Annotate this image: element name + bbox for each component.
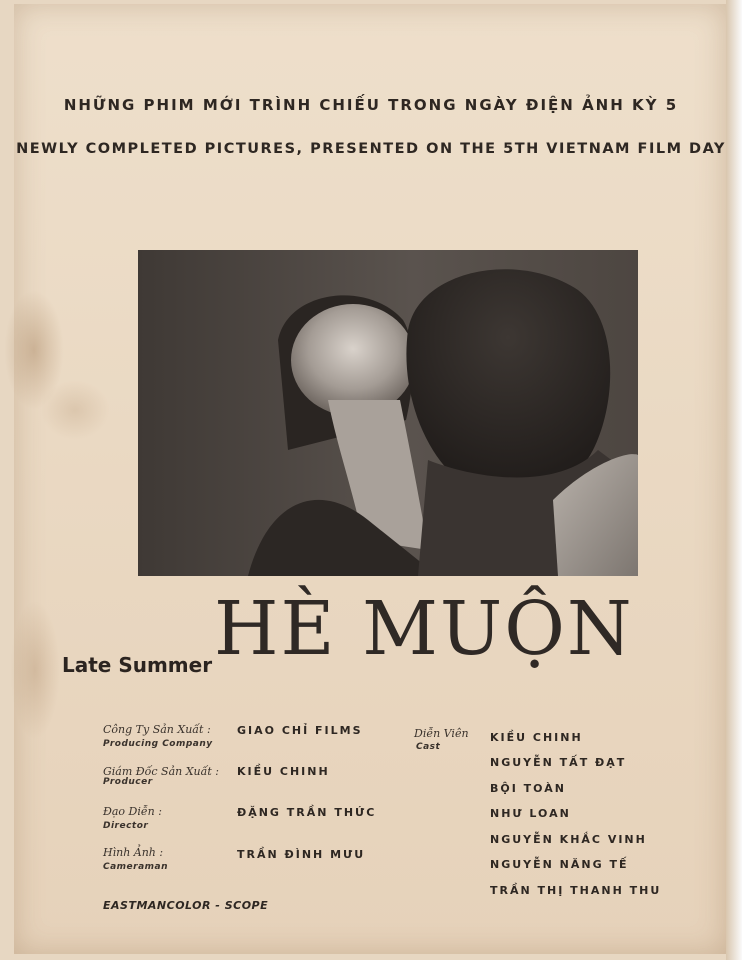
- director-value: ĐẶNG TRẦN THỨC: [237, 806, 377, 819]
- producer-label: Giám Đốc Sản Xuất :: [103, 765, 220, 778]
- film-still-image: [138, 250, 638, 576]
- format-note: EASTMANCOLOR - SCOPE: [103, 899, 269, 912]
- cast-member: NGUYỄN KHẮC VINH: [490, 833, 647, 846]
- cast-member: BỘI TOÀN: [490, 782, 566, 795]
- header-english-title: NEWLY COMPLETED PICTURES, PRESENTED ON THE 5TH VIETNAM FILM DAY: [16, 141, 726, 157]
- film-vietnamese-title: HÈ MUỘN: [214, 586, 634, 672]
- cameraman-label: Hình Ảnh :: [103, 846, 164, 859]
- cast-member: NHƯ LOAN: [490, 807, 571, 820]
- cast-label-en: Cast: [416, 742, 441, 752]
- cast-label: Diễn Viên: [414, 727, 469, 740]
- film-still-photo: [138, 250, 638, 576]
- producer-value: KIỀU CHINH: [237, 765, 330, 778]
- cast-member: NGUYỄN NĂNG TẾ: [490, 858, 629, 871]
- producing-company-label-en: Producing Company: [103, 739, 213, 749]
- producing-company-label: Công Ty Sản Xuất :: [103, 723, 211, 736]
- cast-member: NGUYỄN TẤT ĐẠT: [490, 756, 627, 769]
- producing-company-value: GIAO CHỈ FILMS: [237, 724, 363, 737]
- cameraman-label-en: Cameraman: [103, 862, 169, 872]
- director-label: Đạo Diễn :: [103, 805, 162, 818]
- cameraman-value: TRẦN ĐÌNH MƯU: [237, 848, 366, 861]
- header-vietnamese-title: NHỮNG PHIM MỚI TRÌNH CHIẾU TRONG NGÀY ĐIỆN ẢNH KỲ 5: [63, 96, 679, 114]
- director-label-en: Director: [103, 821, 149, 831]
- cast-member: TRẦN THỊ THANH THU: [490, 884, 662, 897]
- page-stain: [10, 600, 60, 740]
- page-stain: [40, 380, 110, 440]
- cast-member: KIỀU CHINH: [490, 731, 583, 744]
- film-english-title: Late Summer: [62, 653, 213, 677]
- producer-label-en: Producer: [103, 777, 153, 787]
